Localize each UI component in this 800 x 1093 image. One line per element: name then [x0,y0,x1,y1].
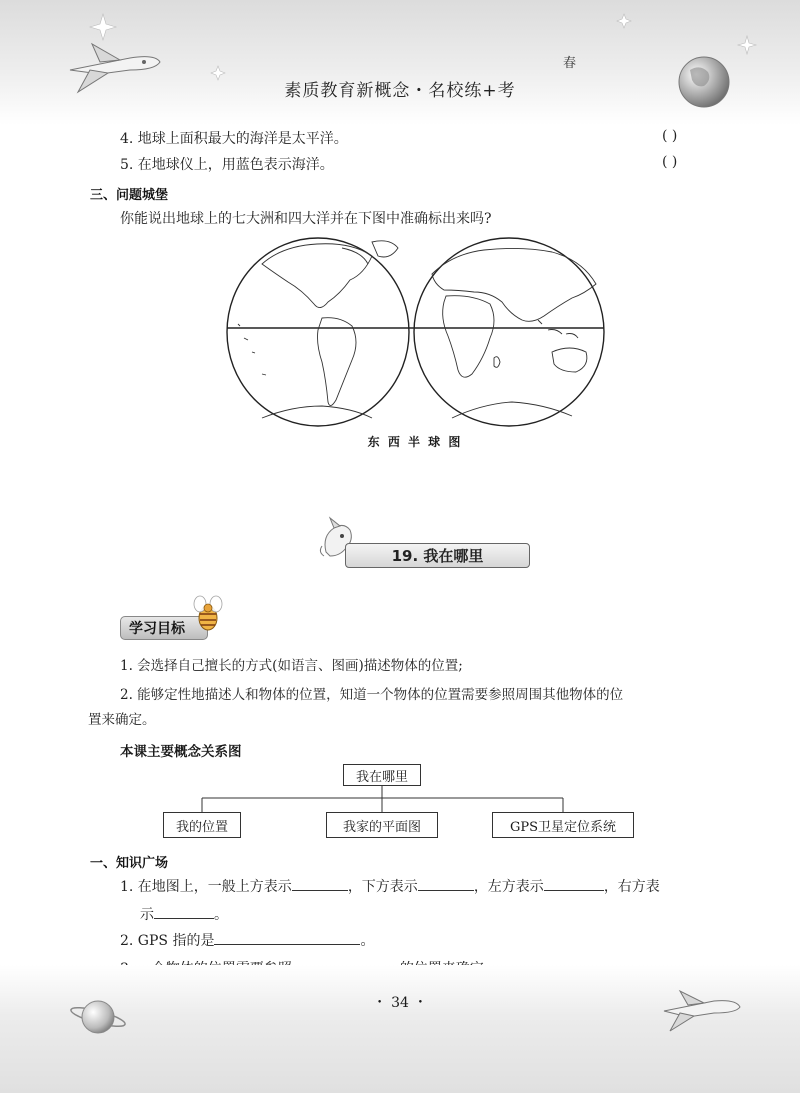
q1-part-b: ，下方表示 [347,879,418,895]
concept-child-gps: GPS卫星定位系统 [492,812,634,838]
learning-goals-badge: 学习目标 [120,616,208,640]
header-decoration [0,0,800,125]
fill-question-2 [120,930,374,950]
q1-blank-bottom[interactable] [418,876,474,891]
concept-child-home-plan: 我家的平面图 [326,812,438,838]
judge-item-4: 4. 地球上面积最大的海洋是太平洋。 [120,131,348,147]
world-map-figure [222,234,608,448]
lesson-title: 19. 我在哪里 [345,543,530,568]
answer-paren-4[interactable]: ( ) [662,128,678,144]
q1-blank-right[interactable] [154,904,214,919]
concept-root-box: 我在哪里 [343,764,421,786]
answer-paren-5[interactable]: ( ) [662,154,678,170]
judge-item-5: 5. 在地球仪上，用蓝色表示海洋。 [120,157,334,173]
section-heading-1: 一、知识广场 [90,856,169,871]
space-shuttle-icon [664,991,740,1031]
footer-decoration [0,985,800,1085]
q1-blank-left[interactable] [544,876,604,891]
q1-part-e: 示 [140,907,154,923]
map-caption: 东 西 半 球 图 [367,435,463,449]
eastern-hemisphere [414,238,604,426]
section-3-question: 你能说出地球上的七大洲和四大洋并在下图中准确标出来吗? [120,211,492,227]
sparkle-icon [738,36,756,54]
q1-part-a: 1. 在地图上，一般上方表示 [120,879,292,895]
goal-item-1: 1. 会选择自己擅长的方式(如语言、图画)描述物体的位置; [120,658,463,674]
q1-blank-top[interactable] [292,876,348,891]
sparkle-icon [90,14,116,40]
q1-part-d: ，右方表 [603,879,660,895]
q1-part-c: ，左方表示 [473,879,544,895]
goal-item-2-line1: 2. 能够定性地描述人和物体的位置，知道一个物体的位置需要参照周围其他物体的位 [120,687,624,703]
section-heading-3: 三、问题城堡 [90,188,169,203]
goal-item-2-line2: 置来确定。 [88,712,156,728]
fill-question-1-cont [140,904,228,924]
page-number: ・ 34 ・ [372,995,428,1011]
planet-ring-icon [69,1001,126,1033]
season-label: 春 [563,56,577,71]
sparkle-icon [617,14,631,28]
header-title: 素质教育新概念・名校练+考 [284,81,516,101]
bee-mascot-icon [190,592,224,636]
q1-part-f: 。 [214,907,228,923]
concept-map-title: 本课主要概念关系图 [120,744,242,760]
q2-blank[interactable] [214,930,360,945]
q2-part-a: 2. GPS 指的是 [120,933,215,949]
fill-question-1 [120,876,660,896]
q2-part-b: 。 [360,933,375,949]
concept-child-my-position: 我的位置 [163,812,241,838]
hemisphere-map [222,234,608,448]
